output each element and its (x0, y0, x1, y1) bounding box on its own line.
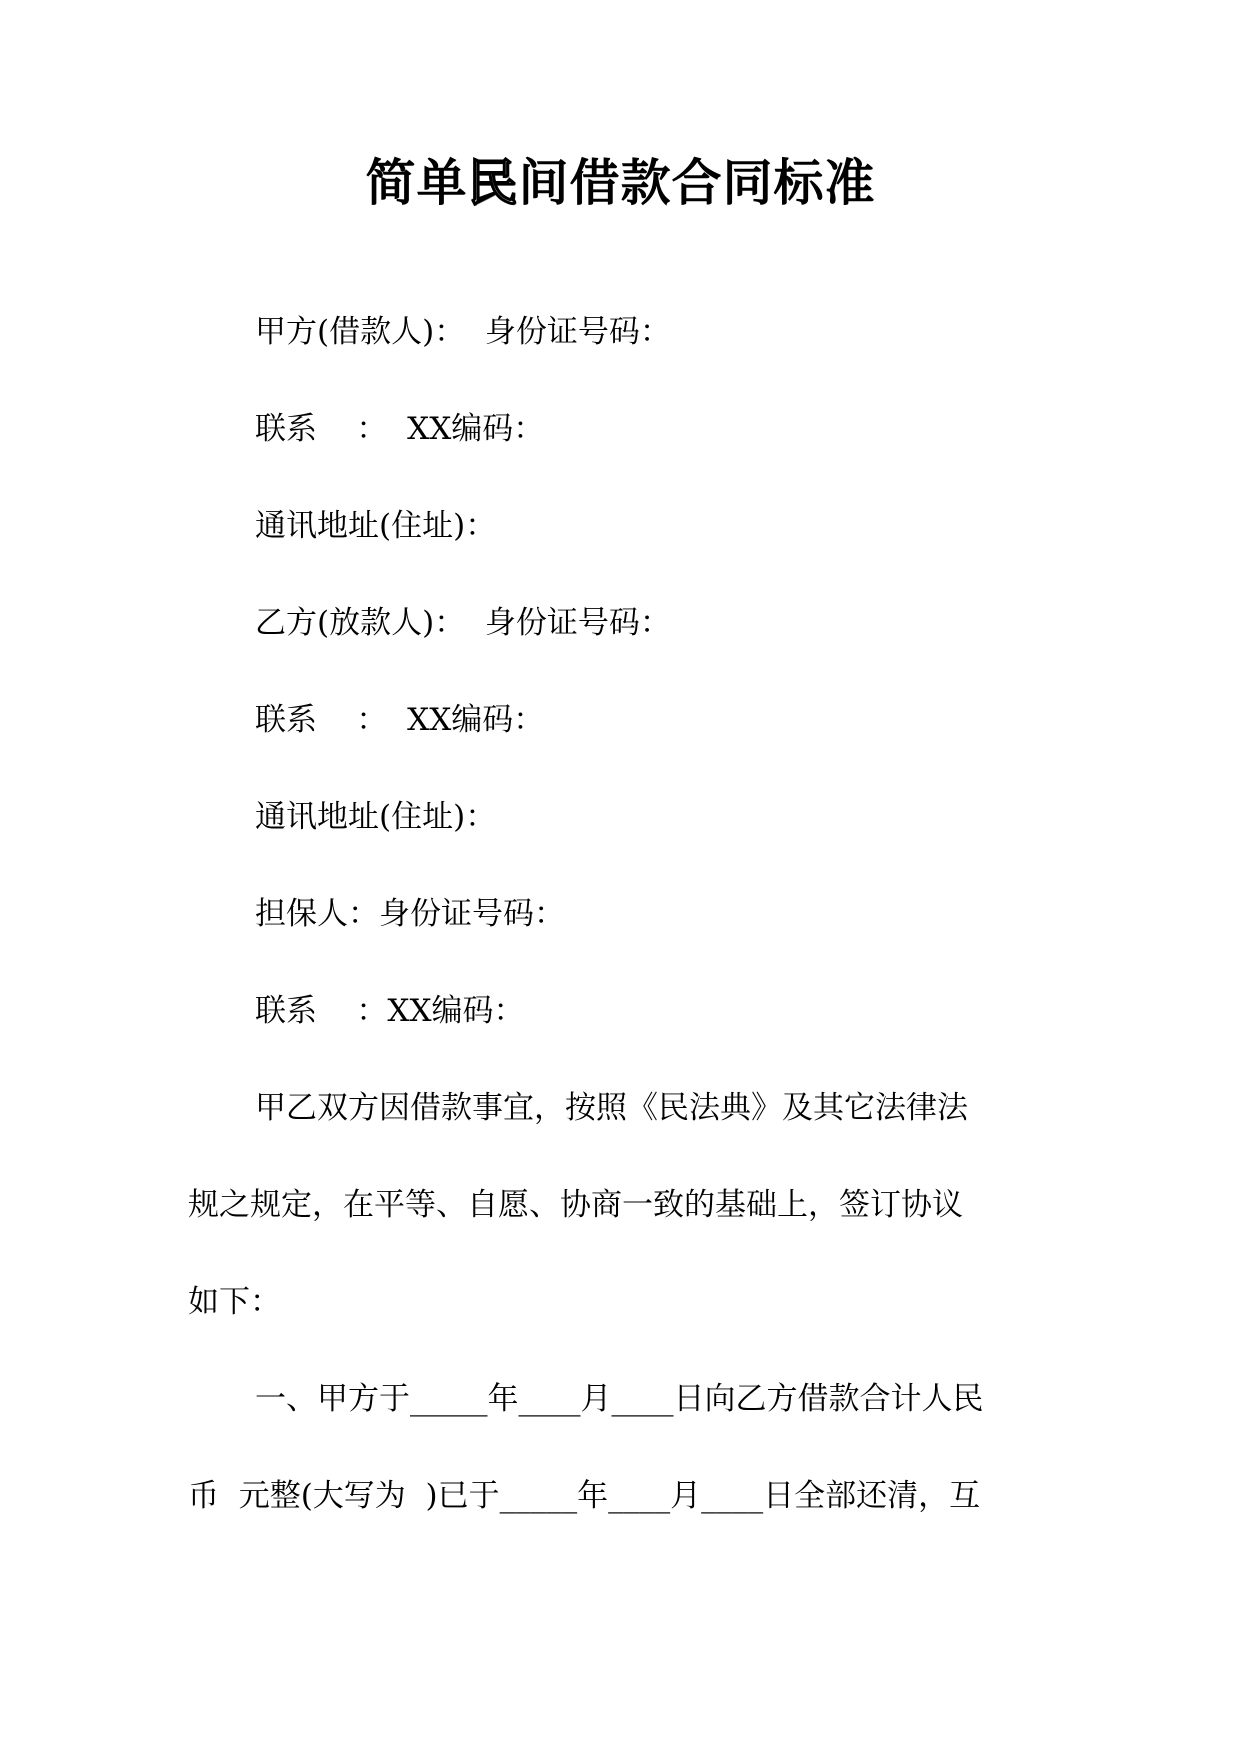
lender-contact-line: 联系 ： XX编码： (255, 702, 545, 738)
preamble-line-1: 甲乙双方因借款事宜，按照《民法典》及其它法律法 (255, 1090, 968, 1126)
preamble-line-2: 规之规定，在平等、自愿、协商一致的基础上，签订协议 (188, 1187, 963, 1223)
title-part-1: 简单 (365, 154, 468, 212)
lender-address-line: 通讯地址(住址)： (255, 799, 497, 835)
title-outlined-char: 民 (467, 154, 519, 212)
borrower-contact-line: 联系 ： XX编码： (255, 411, 545, 447)
guarantor-line: 担保人：身份证号码： (255, 896, 565, 932)
lender-line: 乙方(放款人)： 身份证号码： (255, 605, 671, 641)
preamble-line-3: 如下： (188, 1284, 281, 1320)
clause-1-line-1: 一、甲方于_____年____月____日向乙方借款合计人民 (255, 1381, 984, 1417)
borrower-address-line: 通讯地址(住址)： (255, 508, 497, 544)
document-title (0, 148, 1241, 218)
guarantor-contact-line: 联系 ：XX编码： (255, 993, 525, 1029)
clause-1-line-2: 币 元整(大写为 )已于_____年____月____日全部还清，互 (188, 1478, 981, 1514)
title-part-2: 间借款合同标准 (518, 154, 876, 212)
borrower-line: 甲方(借款人)： 身份证号码： (255, 314, 671, 350)
